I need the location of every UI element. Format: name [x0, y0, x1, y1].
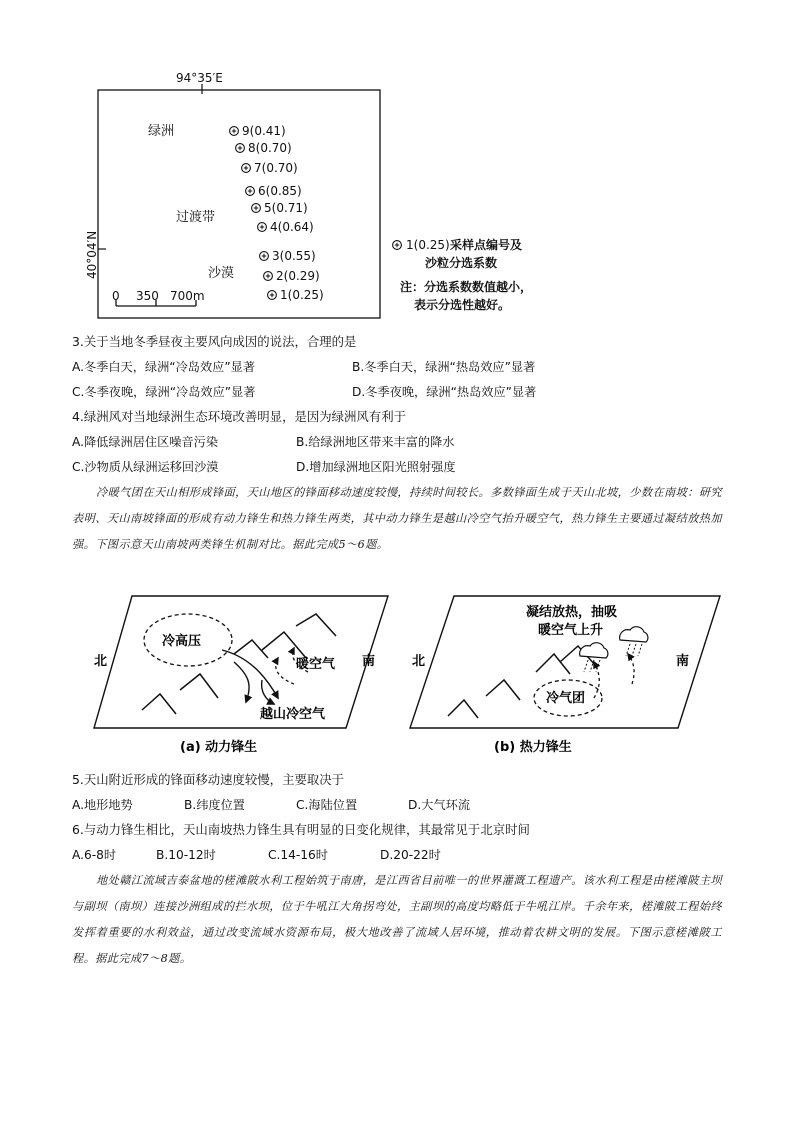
- longitude-label: 94°35′E: [176, 71, 223, 85]
- sample-point-cross: [244, 166, 248, 170]
- frontogenesis-figure: [84, 588, 724, 760]
- panel-b-north: 北: [412, 654, 426, 669]
- q5-option-d[interactable]: D.大气环流: [408, 798, 471, 812]
- q5-option-a[interactable]: A.地形地势: [72, 798, 133, 812]
- q4-option-b[interactable]: B.给绿洲地区带来丰富的降水: [296, 435, 455, 449]
- cross-cold-label: 越山冷空气: [260, 707, 326, 722]
- panel-a-south: 南: [362, 654, 376, 669]
- zone-transition-label: 过渡带: [176, 210, 216, 225]
- sample-point-cross: [266, 274, 270, 278]
- sample-point: [252, 201, 308, 215]
- zone-desert-label: 沙漠: [208, 266, 235, 281]
- latitude-label: 40°04′N: [85, 230, 99, 279]
- sample-point-label: 3(0.55): [272, 249, 316, 263]
- sample-point: [264, 269, 320, 283]
- panel-a-north: 北: [94, 654, 108, 669]
- oasis-map-figure: [84, 64, 554, 326]
- legend-sample-icon: [393, 241, 402, 250]
- panel-b-caption: (b) 热力锋生: [494, 740, 572, 755]
- q3-stem: 3.关于当地冬季昼夜主要风向成因的说法，合理的是: [72, 334, 357, 349]
- note-line1: 注：分选系数数值越小，: [400, 280, 533, 294]
- sample-point-cross: [270, 293, 274, 297]
- sample-point-cross: [262, 254, 266, 258]
- sample-point: [246, 184, 302, 198]
- sample-point-cross: [232, 129, 236, 133]
- q3-option-c[interactable]: C.冬季夜晚，绿洲“冷岛效应”显著: [72, 385, 256, 399]
- q5-stem: 5.天山附近形成的锋面移动速度较慢，主要取决于: [72, 772, 345, 787]
- sample-point: [268, 288, 324, 302]
- passage-dam-text: 地处赣江流域吉泰盆地的槎滩陂水利工程始筑于南唐，是江西省目前唯一的世界灌溉工程遗产。该水利工程是由槎滩陂主坝与副坝（南坝）连接沙洲组成的拦水坝，位于牛吼江大角拐弯处，主副坝的高度均略低于牛吼江岸。千余年来，槎滩陂工程始终发挥着重要的水利效益，通过改变流域水资源布局，极大地改善了流域人居环境，推动着农耕文明的发展。下图示意槎滩陂工程。据此完成7～8题。: [72, 874, 722, 965]
- map-frame: [98, 90, 380, 318]
- q4-option-d[interactable]: D.增加绿洲地区阳光照射强度: [296, 460, 456, 474]
- sample-point: [242, 161, 298, 175]
- q4-option-a[interactable]: A.降低绿洲居住区噪音污染: [72, 435, 219, 449]
- sample-point-label: 1(0.25): [280, 288, 324, 302]
- q6-stem: 6.与动力锋生相比，天山南坡热力锋生具有明显的日变化规律，其最常见于北京时间: [72, 822, 530, 837]
- sample-point: [258, 220, 314, 234]
- panel-b: [410, 596, 720, 728]
- condense-label: 凝结放热，抽吸: [526, 605, 618, 620]
- scale-zero: 0: [112, 289, 120, 303]
- warm-air-label: 暖空气: [296, 657, 336, 672]
- passage-front: [72, 480, 722, 558]
- sample-point: [260, 249, 316, 263]
- scale-end: 700m: [170, 289, 205, 303]
- passage-dam: [72, 868, 722, 972]
- sample-point-label: 4(0.64): [270, 220, 314, 234]
- sample-point-label: 2(0.29): [276, 269, 320, 283]
- cold-high-label: 冷高压: [162, 634, 202, 649]
- q6-option-d[interactable]: D.20-22时: [380, 848, 441, 862]
- sample-point-label: 8(0.70): [248, 141, 292, 155]
- passage-front-text: 冷暖气团在天山相形成锋面，天山地区的锋面移动速度较慢，持续时间较长。多数锋面生成于天山北坡，少数在南坡：研究表明、天山南坡锋面的形成有动力锋生和热力锋生两类，其中动力锋生是越山冷空气抬升暖空气，热力锋生主要通过凝结放热加强。下图示意天山南坡两类锋生机制对比。据此完成5～6题。: [72, 486, 722, 551]
- sample-point: [236, 141, 292, 155]
- panel-a: [94, 596, 388, 728]
- sample-point-label: 5(0.71): [264, 201, 308, 215]
- q6-option-a[interactable]: A.6-8时: [72, 848, 117, 862]
- panel-a-caption: (a) 动力锋生: [180, 740, 258, 755]
- sample-point-cross: [254, 206, 258, 210]
- note-line2: 表示分选性越好。: [414, 298, 511, 312]
- cold-mass-label: 冷气团: [546, 691, 586, 706]
- sample-point-cross: [260, 225, 264, 229]
- legend-line2: 沙粒分选系数: [425, 256, 498, 270]
- q5-option-b[interactable]: B.纬度位置: [184, 798, 245, 812]
- q6-option-c[interactable]: C.14-16时: [268, 848, 328, 862]
- sample-point-cross: [238, 146, 242, 150]
- q4-option-c[interactable]: C.沙物质从绿洲运移回沙漠: [72, 460, 219, 474]
- q3-option-d[interactable]: D.冬季夜晚，绿洲“热岛效应”显著: [352, 385, 537, 399]
- zone-oasis-label: 绿洲: [148, 124, 175, 139]
- panel-b-south: 南: [676, 654, 690, 669]
- q4-stem: 4.绿洲风对当地绿洲生态环境改善明显，是因为绿洲风有利于: [72, 409, 406, 424]
- scale-mid: 350: [136, 289, 159, 303]
- legend-line1: 采样点编号及: [450, 238, 523, 252]
- rise-label: 暖空气上升: [538, 623, 604, 638]
- legend-sample: 1(0.25): [406, 238, 450, 252]
- sample-point-label: 6(0.85): [258, 184, 302, 198]
- q5-option-c[interactable]: C.海陆位置: [296, 798, 358, 812]
- q6-option-b[interactable]: B.10-12时: [156, 848, 216, 862]
- sample-point-label: 9(0.41): [242, 124, 286, 138]
- q3-option-a[interactable]: A.冬季白天，绿洲“冷岛效应”显著: [72, 360, 256, 374]
- sample-point-label: 7(0.70): [254, 161, 298, 175]
- sample-point: [230, 124, 286, 138]
- sample-point-cross: [248, 189, 252, 193]
- q3-option-b[interactable]: B.冬季白天，绿洲“热岛效应”显著: [352, 360, 536, 374]
